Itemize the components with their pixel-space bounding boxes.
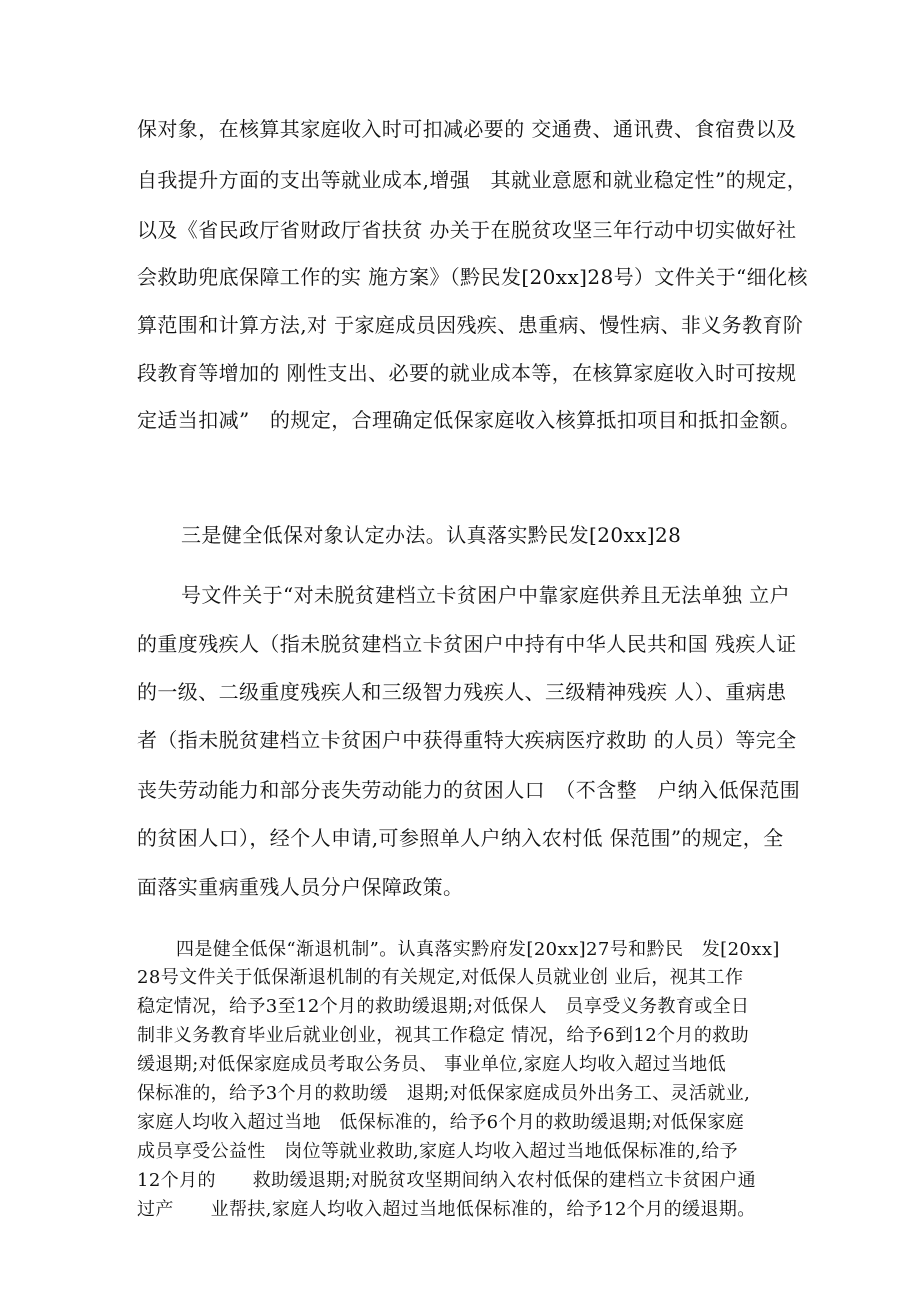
paragraph-4-line-10: 过产 业帮扶,家庭人均收入超过当地低保标准的，给予12个月的缓退期。 xyxy=(137,1199,756,1220)
paragraph-1-line-5: 算范围和计算方法,对 于家庭成员因残疾、患重病、慢性病、非义务教育阶 xyxy=(137,313,804,337)
paragraph-1-line-4: 会救助兜底保障工作的实 施方案》（黔民发[20xx]28号）文件关于“细化核 xyxy=(137,265,808,289)
paragraph-1-line-1: 保对象，在核算其家庭收入时可扣减必要的 交通费、通讯费、食宿费以及 xyxy=(137,117,797,141)
paragraph-4-line-9: 12个月的 救助缓退期;对脱贫攻坚期间纳入农村低保的建档立卡贫困户通 xyxy=(137,1170,756,1191)
paragraph-4-line-7: 家庭人均收入超过当地 低保标准的，给予6个月的救助缓退期;对低保家庭 xyxy=(137,1112,745,1133)
paragraph-2-line-1: 三是健全低保对象认定办法。认真落实黔民发[20xx]28 xyxy=(181,523,682,547)
paragraph-4-line-4: 制非义务教育毕业后就业创业，视其工作稳定 情况，给予6到12个月的救助 xyxy=(137,1025,750,1046)
paragraph-4-line-6: 保标准的，给予3个月的救助缓 退期;对低保家庭成员外出务工、灵活就业, xyxy=(137,1083,751,1104)
paragraph-3-line-6: 的贫困人口），经个人申请,可参照单人户纳入农村低 保范围”的规定，全 xyxy=(137,826,784,850)
paragraph-4-line-3: 稳定情况，给予3至12个月的救助缓退期;对低保人 员享受义务教育或全日 xyxy=(137,996,750,1017)
paragraph-4-line-5: 缓退期;对低保家庭成员考取公务员、 事业单位,家庭人均收入超过当地低 xyxy=(137,1054,727,1075)
paragraph-3-line-1: 号文件关于“对未脱贫建档立卡贫困户中靠家庭供养且无法单独 立户 xyxy=(181,583,790,607)
paragraph-3-line-3: 的一级、二级重度残疾人和三级智力残疾人、三级精神残疾 人）、重病患 xyxy=(137,680,787,704)
paragraph-4-line-2: 28号文件关于低保渐退机制的有关规定,对低保人员就业创 业后，视其工作 xyxy=(137,967,744,988)
paragraph-4-line-8: 成员享受公益性 岗位等就业救助,家庭人均收入超过当地低保标准的,给予 xyxy=(137,1141,739,1162)
paragraph-1-line-7: 定适当扣减” 的规定，合理确定低保家庭收入核算抵扣项目和抵扣金额。 xyxy=(137,408,801,432)
paragraph-3-line-5: 丧失劳动能力和部分丧失劳动能力的贫困人口 （不含整 户纳入低保范围 xyxy=(137,778,801,802)
paragraph-1-line-6: 段教育等增加的 刚性支出、必要的就业成本等，在核算家庭收入时可按规 xyxy=(137,361,797,385)
paragraph-1-line-2: 自我提升方面的支出等就业成本,增强 其就业意愿和就业稳定性”的规定， xyxy=(137,168,808,192)
paragraph-1-line-3: 以及《省民政厅省财政厅省扶贫 办关于在脱贫攻坚三年行动中切实做好社 xyxy=(137,218,797,242)
paragraph-4-line-1: 四是健全低保“渐退机制”。认真落实黔府发[20xx]27号和黔民 发[20xx] xyxy=(176,939,780,960)
paragraph-3-line-4: 者（指未脱贫建档立卡贫困户中获得重特大疾病医疗救助 的人员）等完全 xyxy=(137,728,797,752)
paragraph-3-line-2: 的重度残疾人（指未脱贫建档立卡贫困户中持有中华人民共和国 残疾人证 xyxy=(137,632,797,656)
paragraph-3-line-7: 面落实重病重残人员分户保障政策。 xyxy=(137,875,464,899)
